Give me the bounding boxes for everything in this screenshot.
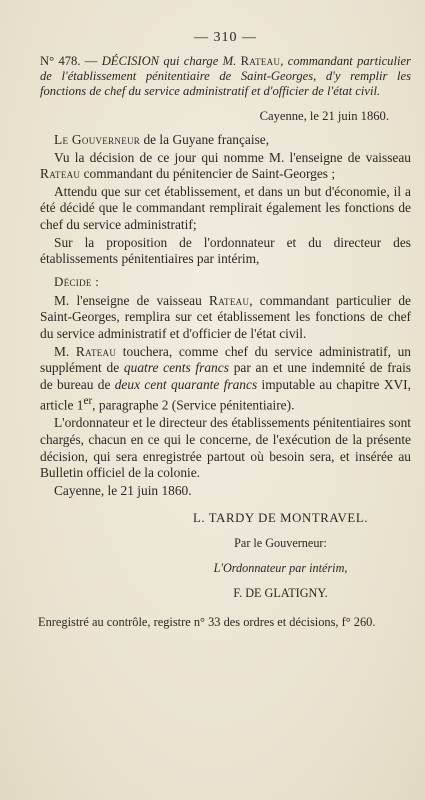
heading-text-2: , commandant particulier de l'établissement pénitentiaire de Saint-Georges, d'y remplir les fonctions de chef du service administratif et d'officier de l'état civil. [40,54,411,98]
p5-a: M. [54,343,76,359]
paragraph-execution: L'ordonnateur et le directeur des établissements pénitentiaires sont chargés, chacun en ce qui le concerne, de l'exécution de la présente décision, qui sera enregistrée partout où besoin sera, et insérée au Bulletin officiel de la colonie. [40,415,411,481]
governor-line [40,132,411,149]
p5-e: , paragraphe 2 (Service pénitentiaire). [92,397,295,413]
paragraph-vu [40,150,411,183]
governor-rest: de la Guyane française, [140,132,270,147]
decision-number: N° 478. [40,54,81,68]
closing-date: Cayenne, le 21 juin 1860. [54,482,192,498]
p4-b: , commandant particulier de Saint-Georges, remplira sur cet établissement les fonctions de chef du service administratif et d'officier de l'état civil. [40,292,411,341]
p1-b: commandant du pénitencier de Saint-Georges ; [80,166,336,182]
p5-sup: er [83,395,93,408]
paragraph-article-2 [40,344,411,415]
p5-c: par an et une indemnité de frais de bureau de [40,360,412,392]
governor-signature: L. TARDY DE MONTRAVEL. [192,510,369,525]
p5-b: touchera, comme chef du service administratif, un supplément de [40,343,411,376]
p5-d: imputable au chapitre XVI, article 1 [40,376,411,413]
p1-name: Rateau [40,166,81,182]
heading-name: Rateau [240,54,281,68]
heading-word: DÉCISION [101,54,160,68]
registry-note: Enregistré au contrôle, registre n° 33 des ordres et décisions, f° 260. [38,614,376,629]
decision-heading [40,54,411,99]
paragraph-attendu: Attendu que sur cet établissement, et dans un but d'économie, il a été décidé que le commandant remplirait également les fonctions de chef du service administratif; [40,183,411,232]
dateline: Cayenne, le 21 juin 1860. [259,109,389,123]
p1-a: Vu la décision de ce jour qui nomme M. l'enseigne de vaisseau [54,149,411,165]
ordonnateur-title: L'Ordonnateur par intérim, [213,560,348,575]
decide-heading: Décide : [54,273,100,289]
p4-a: M. l'enseigne de vaisseau [54,292,210,308]
heading-text-1: qui charge M. [163,54,237,68]
p5-amount-2: deux cent quarante francs [114,376,258,392]
p5-amount-1: quatre cents francs [123,360,229,376]
page-number: — 310 — [194,30,257,45]
p4-name: Rateau [209,292,250,308]
par-le-gouverneur: Par le Gouverneur: [234,535,327,550]
p5-name: Rateau [75,343,117,359]
governor-title: Le Gouverneur [54,132,141,147]
ordonnateur-signature: F. DE GLATIGNY. [233,585,328,600]
paragraph-proposition: Sur la proposition de l'ordonnateur et du directeur des établissements pénitentiaires par intérim, [40,234,411,267]
heading-dash: — [84,54,98,68]
paragraph-article-1 [40,293,411,343]
